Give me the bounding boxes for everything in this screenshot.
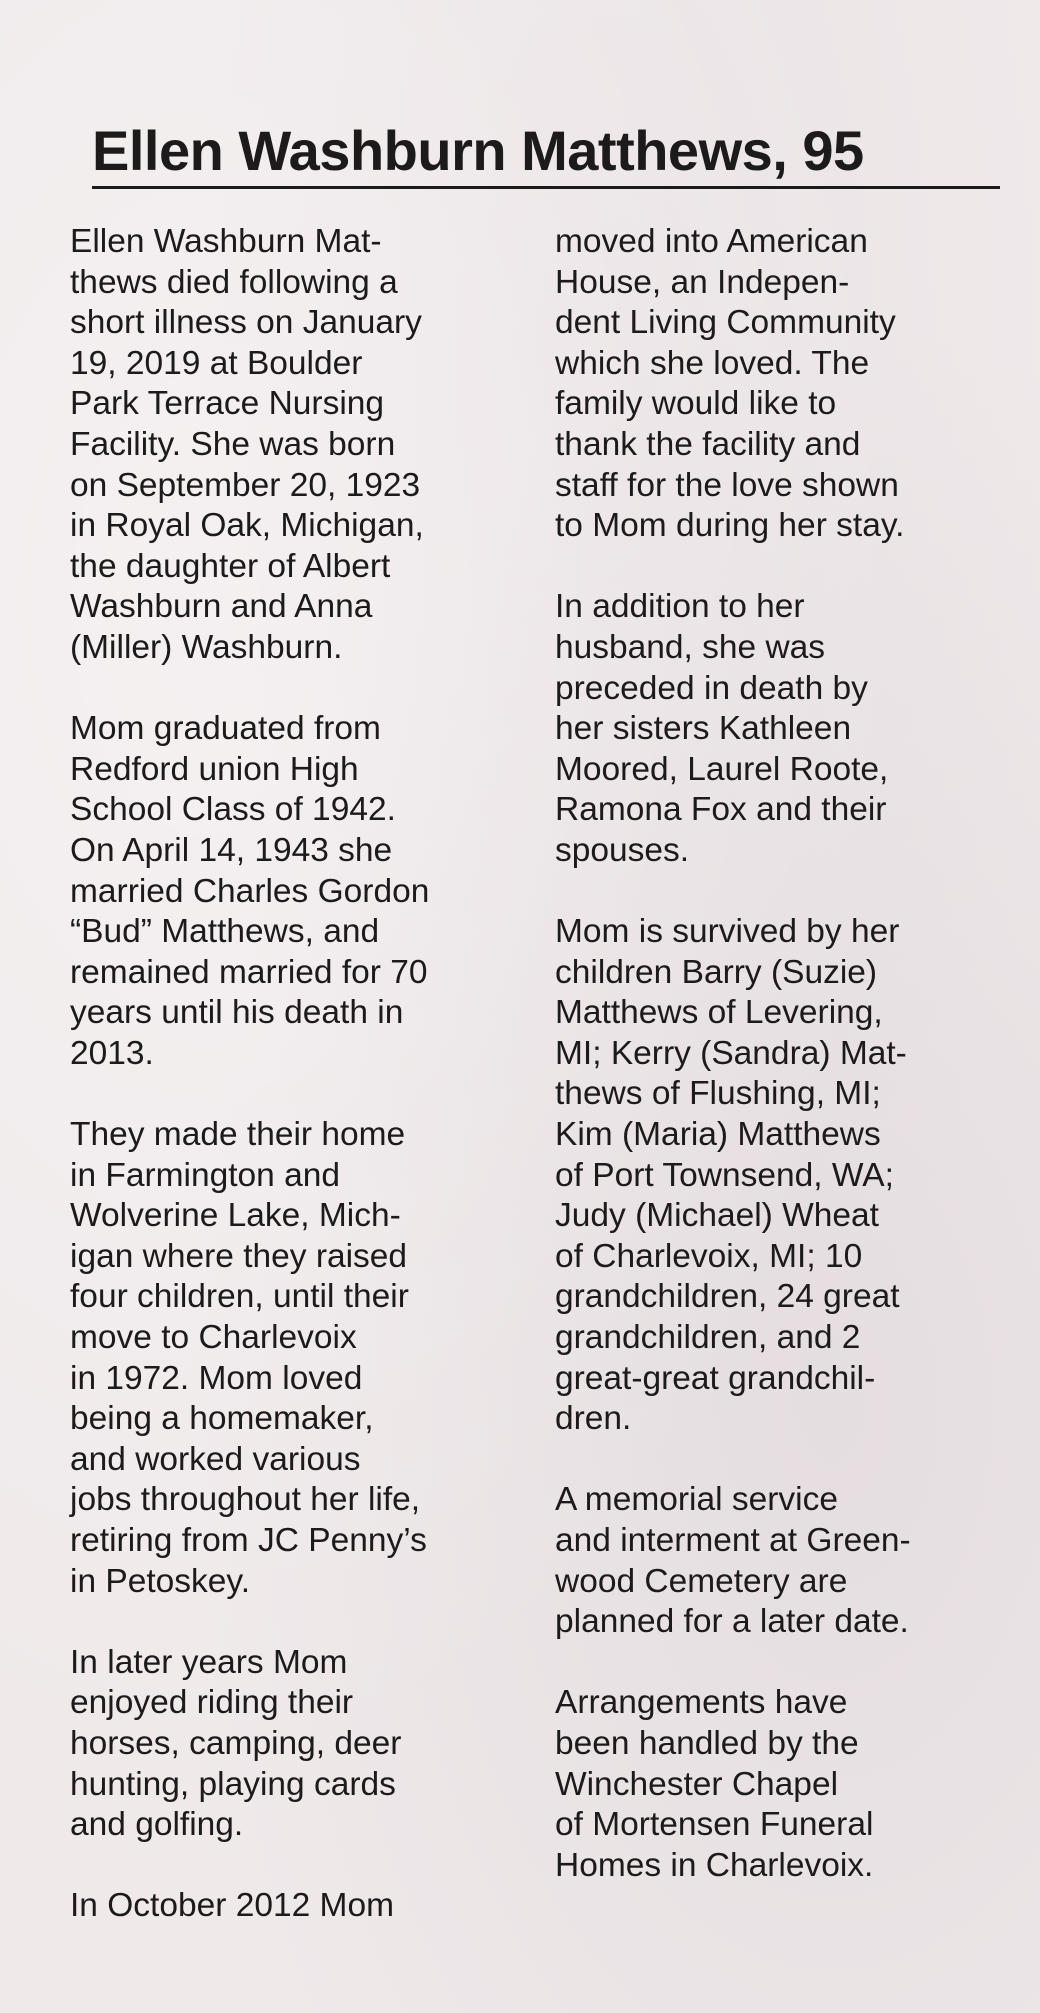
right-column bbox=[555, 222, 995, 1927]
paragraph: In addition to her husband, she was preceded in death by her sisters Kathleen Moored, Laurel Roote, Ramona Fox and their spouses. bbox=[555, 588, 889, 869]
left-column bbox=[70, 222, 515, 1968]
paragraph: In later years Mom enjoyed riding their horses, camping, deer hunting, playing cards and golfing. bbox=[70, 1643, 402, 1844]
paragraph: They made their home in Farmington and Wolverine Lake, Mich- igan where they raised four children, until their move to Charlevoix in 1972. Mom loved being a homemaker, and worked various jobs throughout her life, retiring from JC Penny’s in Petoskey. bbox=[70, 1116, 427, 1600]
paragraph: In October 2012 Mom bbox=[70, 1887, 394, 1925]
paragraph: moved into American House, an Indepen- dent Living Community which she loved. The family would like to thank the facility and staff for the love shown to Mom during her stay. bbox=[555, 223, 905, 545]
headline: Ellen Washburn Matthews, 95 bbox=[92, 120, 1000, 189]
paragraph: Arrangements have been handled by the Winchester Chapel of Mortensen Funeral Homes in Charlevoix. bbox=[555, 1684, 874, 1884]
paragraph: Ellen Washburn Mat- thews died following a short illness on January 19, 2019 at Boulder Park Terrace Nursing Facility. She was born on September 20, 1923 in Royal Oak, Michigan, the daughter of Albert Washburn and Anna (Miller) Washburn. bbox=[70, 223, 424, 666]
paragraph: A memorial service and interment at Green- wood Cemetery are planned for a later date. bbox=[555, 1481, 911, 1641]
paragraph: Mom is survived by her children Barry (Suzie) Matthews of Levering, MI; Kerry (Sandra) Mat- thews of Flushing, MI; Kim (Maria) Matthews of Port Townsend, WA; Judy (Michael) Wheat of Charlevoix, MI; 10 grandchildren, 24 great grandchildren, and 2 great-great grandchil- dren. bbox=[555, 913, 907, 1438]
paragraph: Mom graduated from Redford union High School Class of 1942. On April 14, 1943 she married Charles Gordon “Bud” Matthews, and remained married for 70 years until his death in 2013. bbox=[70, 710, 430, 1072]
